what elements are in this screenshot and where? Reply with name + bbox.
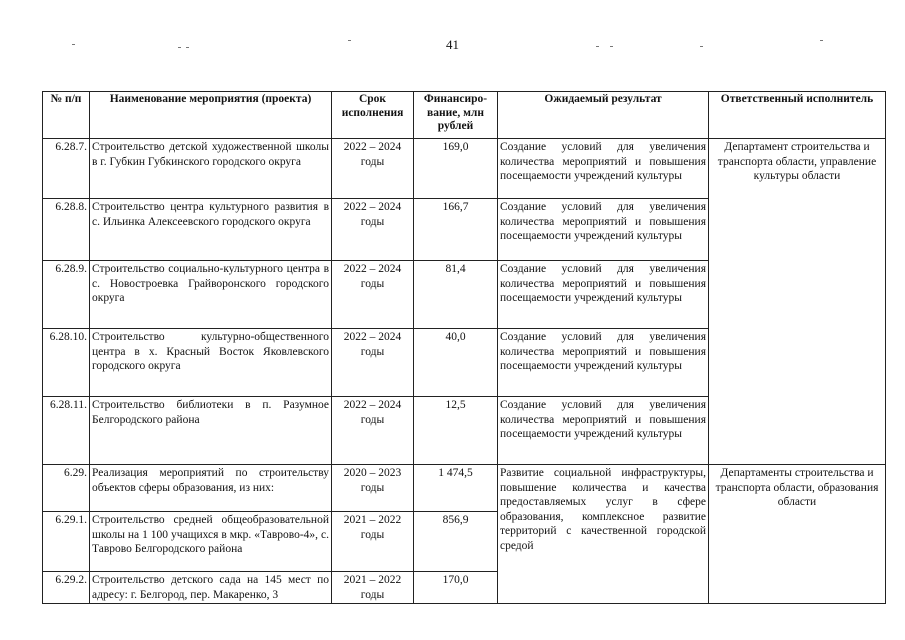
row-num: 6.29.: [43, 465, 90, 512]
responsible-education: Департаменты строительства и транспорта области, образования области: [709, 465, 886, 604]
row-finance: 169,0: [414, 139, 498, 199]
row-finance: 856,9: [414, 512, 498, 572]
row-name: Строительство детского сада на 145 мест по адресу: г. Белгород, пер. Макаренко, 3: [90, 572, 332, 604]
row-num: 6.29.2.: [43, 572, 90, 604]
row-finance: 1 474,5: [414, 465, 498, 512]
scan-speck: [178, 47, 181, 48]
row-num: 6.28.7.: [43, 139, 90, 199]
responsible-culture: Департамент строительства и транспорта области, управление культуры области: [709, 139, 886, 465]
row-result: Создание условий для увеличения количества мероприятий и повышения посещаемости учреждений культуры: [498, 139, 709, 199]
header-num: № п/п: [43, 92, 90, 139]
row-num: 6.28.8.: [43, 199, 90, 261]
table-row: [43, 139, 886, 199]
header-name: Наименование мероприятия (проекта): [90, 92, 332, 139]
scan-speck: [186, 47, 189, 48]
scan-speck: [596, 46, 599, 47]
row-term: 2022 – 2024 годы: [332, 329, 414, 397]
row-term: 2022 – 2024 годы: [332, 139, 414, 199]
row-result: Создание условий для увеличения количества мероприятий и повышения посещаемости учреждений культуры: [498, 397, 709, 465]
row-name: Строительство средней общеобразовательной школы на 1 100 учащихся в мкр. «Таврово-4», с. Таврово Белгородского района: [90, 512, 332, 572]
row-num: 6.28.11.: [43, 397, 90, 465]
scan-speck: [700, 46, 703, 47]
header-result: Ожидаемый результат: [498, 92, 709, 139]
row-name: Реализация мероприятий по строительству объектов сферы образования, из них:: [90, 465, 332, 512]
result-education: Развитие социальной инфраструктуры, повышение количества и качества предоставляемых услуг в сфере образования, комплексное развитие территорий с качественной городской средой: [498, 465, 709, 604]
scan-speck: [72, 44, 75, 45]
row-name: Строительство культурно-общественного центра в х. Красный Восток Яковлевского городского округа: [90, 329, 332, 397]
row-num: 6.29.1.: [43, 512, 90, 572]
scan-speck: [348, 40, 351, 41]
row-name: Строительство социально-культурного центра в с. Новостроевка Грайворонского городского округа: [90, 261, 332, 329]
row-term: 2022 – 2024 годы: [332, 261, 414, 329]
activities-table: [42, 91, 886, 604]
table-row: [43, 465, 886, 512]
table-header-row: [43, 92, 886, 139]
row-term: 2021 – 2022 годы: [332, 572, 414, 604]
row-finance: 170,0: [414, 572, 498, 604]
header-finance: Финансиро-вание, млн рублей: [414, 92, 498, 139]
row-term: 2022 – 2024 годы: [332, 397, 414, 465]
row-finance: 166,7: [414, 199, 498, 261]
row-name: Строительство детской художественной школы в г. Губкин Губкинского городского округа: [90, 139, 332, 199]
scan-speck: [610, 46, 613, 47]
row-finance: 81,4: [414, 261, 498, 329]
row-finance: 12,5: [414, 397, 498, 465]
page-number: 41: [446, 37, 459, 52]
row-name: Строительство библиотеки в п. Разумное Белгородского района: [90, 397, 332, 465]
row-result: Создание условий для увеличения количества мероприятий и повышения посещаемости учреждений культуры: [498, 329, 709, 397]
row-term: 2020 – 2023 годы: [332, 465, 414, 512]
row-name: Строительство центра культурного развития в с. Ильинка Алексеевского городского округа: [90, 199, 332, 261]
row-term: 2021 – 2022 годы: [332, 512, 414, 572]
row-result: Создание условий для увеличения количества мероприятий и повышения посещаемости учреждений культуры: [498, 199, 709, 261]
row-num: 6.28.9.: [43, 261, 90, 329]
header-term: Срок исполнения: [332, 92, 414, 139]
scan-speck: [820, 40, 823, 41]
row-num: 6.28.10.: [43, 329, 90, 397]
row-result: Создание условий для увеличения количества мероприятий и повышения посещаемости учреждений культуры: [498, 261, 709, 329]
header-responsible: Ответственный исполнитель: [709, 92, 886, 139]
row-finance: 40,0: [414, 329, 498, 397]
row-term: 2022 – 2024 годы: [332, 199, 414, 261]
